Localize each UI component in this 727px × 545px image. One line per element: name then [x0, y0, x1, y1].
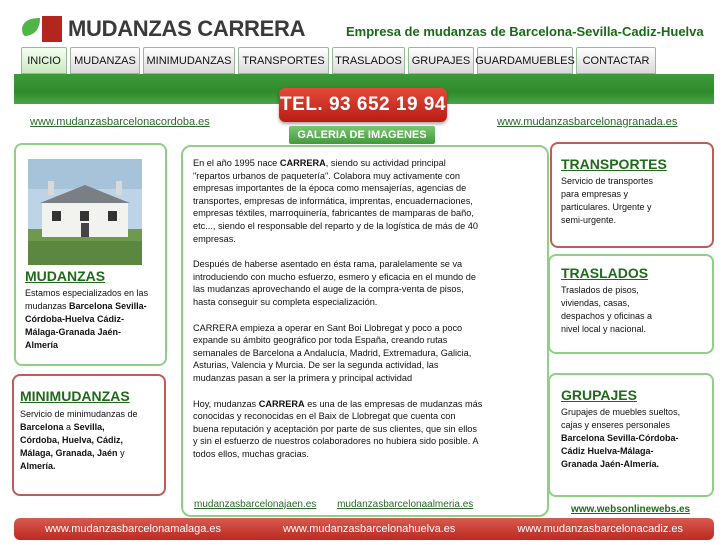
footer-bar — [14, 518, 714, 540]
mudanzas-cities: Barcelona Sevilla-Córdoba-Huelva Cádiz-Málaga-Granada Jaén-Almería — [25, 301, 147, 350]
main-nav — [21, 47, 659, 74]
minimudanzas-box — [12, 374, 166, 496]
tab-contactar[interactable]: CONTACTAR — [576, 47, 656, 74]
link-granada[interactable]: www.mudanzasbarcelonagranada.es — [497, 116, 678, 128]
traslados-title[interactable]: TRASLADOS — [561, 265, 649, 281]
minimudanzas-a: a — [66, 422, 72, 432]
grupajes-text — [561, 406, 681, 471]
p1-bold: CARRERA — [279, 158, 326, 168]
tab-transportes[interactable]: TRANSPORTES — [238, 47, 329, 74]
mudanzas-title[interactable]: MUDANZAS — [25, 268, 106, 284]
mudanzas-text — [25, 287, 153, 352]
mudanzas-text-intro: Estamos especializados en las mudanzas — [25, 288, 149, 311]
tab-inicio[interactable]: INICIO — [21, 47, 67, 74]
minimudanzas-barcelona: Barcelona — [20, 422, 64, 432]
center-links — [194, 499, 491, 510]
logo-text: MUDANZAS CARRERA — [68, 16, 306, 41]
main-content — [181, 145, 549, 517]
tab-guardamuebles[interactable]: GUARDAMUEBLES — [477, 47, 573, 74]
link-jaen[interactable]: mudanzasbarcelonajaen.es — [194, 499, 317, 510]
tab-minimudanzas[interactable]: MINIMUDANZAS — [143, 47, 235, 74]
minimudanzas-text — [20, 408, 142, 473]
link-almeria[interactable]: mudanzasbarcelonaalmeria.es — [337, 499, 474, 510]
paragraph-2: Después de haberse asentado en ésta rama, paralelamente se va introduciendo con mucho esfuerzo, esmero y eficacia en el mundo de las mudanzas aprovechando el auge de la compra-venta de pisos, hasta conseguir su completa especialización. — [193, 259, 476, 307]
minimudanzas-intro: Servicio de minimudanzas de — [20, 409, 138, 419]
gallery-button[interactable]: GALERIA DE IMAGENES — [289, 126, 435, 144]
p4-bold: CARRERA — [258, 398, 305, 409]
minimudanzas-y: y — [120, 448, 125, 458]
minimudanzas-cities: Sevilla, Córdoba, Huelva, Cádiz, Málaga, Granada, Jaén — [20, 422, 124, 458]
grupajes-box — [548, 373, 714, 497]
grupajes-title[interactable]: GRUPAJES — [561, 387, 637, 403]
footer-link-huelva[interactable]: www.mudanzasbarcelonahuelva.es — [282, 523, 456, 535]
p4-after: es una de las empresas de mudanzas más conocidas y reconocidas en el Baix de Llobregat que cuenta con buena reputación y aceptación por parte de sus clientes, que sin ellos y sin el esfuerzo de nuestros colaboradores no hubiera sido posible. A todos ellos, muchas gracias. — [193, 398, 483, 459]
house-image — [28, 159, 142, 265]
footer-link-cadiz[interactable]: www.mudanzasbarcelonacadiz.es — [517, 523, 684, 535]
traslados-text: Traslados de pisos, viviendas, casas, despachos y oficinas a nivel local y nacional. — [561, 285, 653, 334]
paragraph-3: CARRERA empieza a operar en Sant Boi Llobregat y poco a poco expande su ámbito geográfico por toda España, creando rutas semanales de Barcelona a Andalucía, Madrid, Extremadura, Galicia, Asturias, Valencia y Murcia. De ser la segunda actividad, las mudanzas pasan a ser la primera y principal actividad — [193, 322, 472, 383]
logo-icon — [20, 14, 64, 44]
footer-link-malaga[interactable]: www.mudanzasbarcelonamalaga.es — [44, 523, 222, 535]
link-cordoba[interactable]: www.mudanzasbarcelonacordoba.es — [30, 116, 210, 128]
p4-before: Hoy, mudanzas — [193, 398, 259, 409]
mudanzas-box — [14, 143, 167, 366]
minimudanzas-last: Almería. — [20, 461, 56, 471]
transportes-box — [550, 142, 714, 248]
tab-mudanzas[interactable]: MUDANZAS — [70, 47, 140, 74]
transportes-text: Servicio de transportes para empresas y particulares. Urgente y semi-urgente. — [561, 176, 654, 225]
traslados-box — [548, 254, 714, 354]
grupajes-intro: Grupajes de muebles sueltos, cajas y enseres personales — [561, 407, 681, 430]
header-tagline: Empresa de mudanzas de Barcelona-Sevilla-Cadiz-Huelva — [346, 24, 704, 39]
websonline-link[interactable]: www.websonlinewebs.es — [571, 504, 691, 515]
phone-number: TEL. 93 652 19 94 — [279, 88, 447, 122]
transportes-title[interactable]: TRANSPORTES — [561, 156, 667, 172]
paragraph-4 — [193, 398, 483, 461]
tab-traslados[interactable]: TRASLADOS — [332, 47, 405, 74]
content-text — [193, 157, 483, 460]
minimudanzas-title[interactable]: MINIMUDANZAS — [20, 388, 130, 404]
p1-after: , siendo su actividad principal "repartos urbanos de paquetería". Colabora muy activamente con empresas importantes de la época como mensajerías, agencias de transportes, empresas de informática, imprentas, encuadernaciones, empresas téxtiles, marroquinería, fabricantes de mamparas de baño, etc..., siendo el responsable del reparto y de la logística de más de 40 empresas. — [193, 158, 478, 244]
tab-grupajes[interactable]: GRUPAJES — [408, 47, 474, 74]
paragraph-1 — [193, 157, 483, 245]
p1-before: En el año 1995 nace — [193, 158, 280, 168]
grupajes-cities: Barcelona Sevilla-Córdoba-Cádiz Huelva-Málaga-Granada Jaén-Almería. — [561, 433, 679, 469]
